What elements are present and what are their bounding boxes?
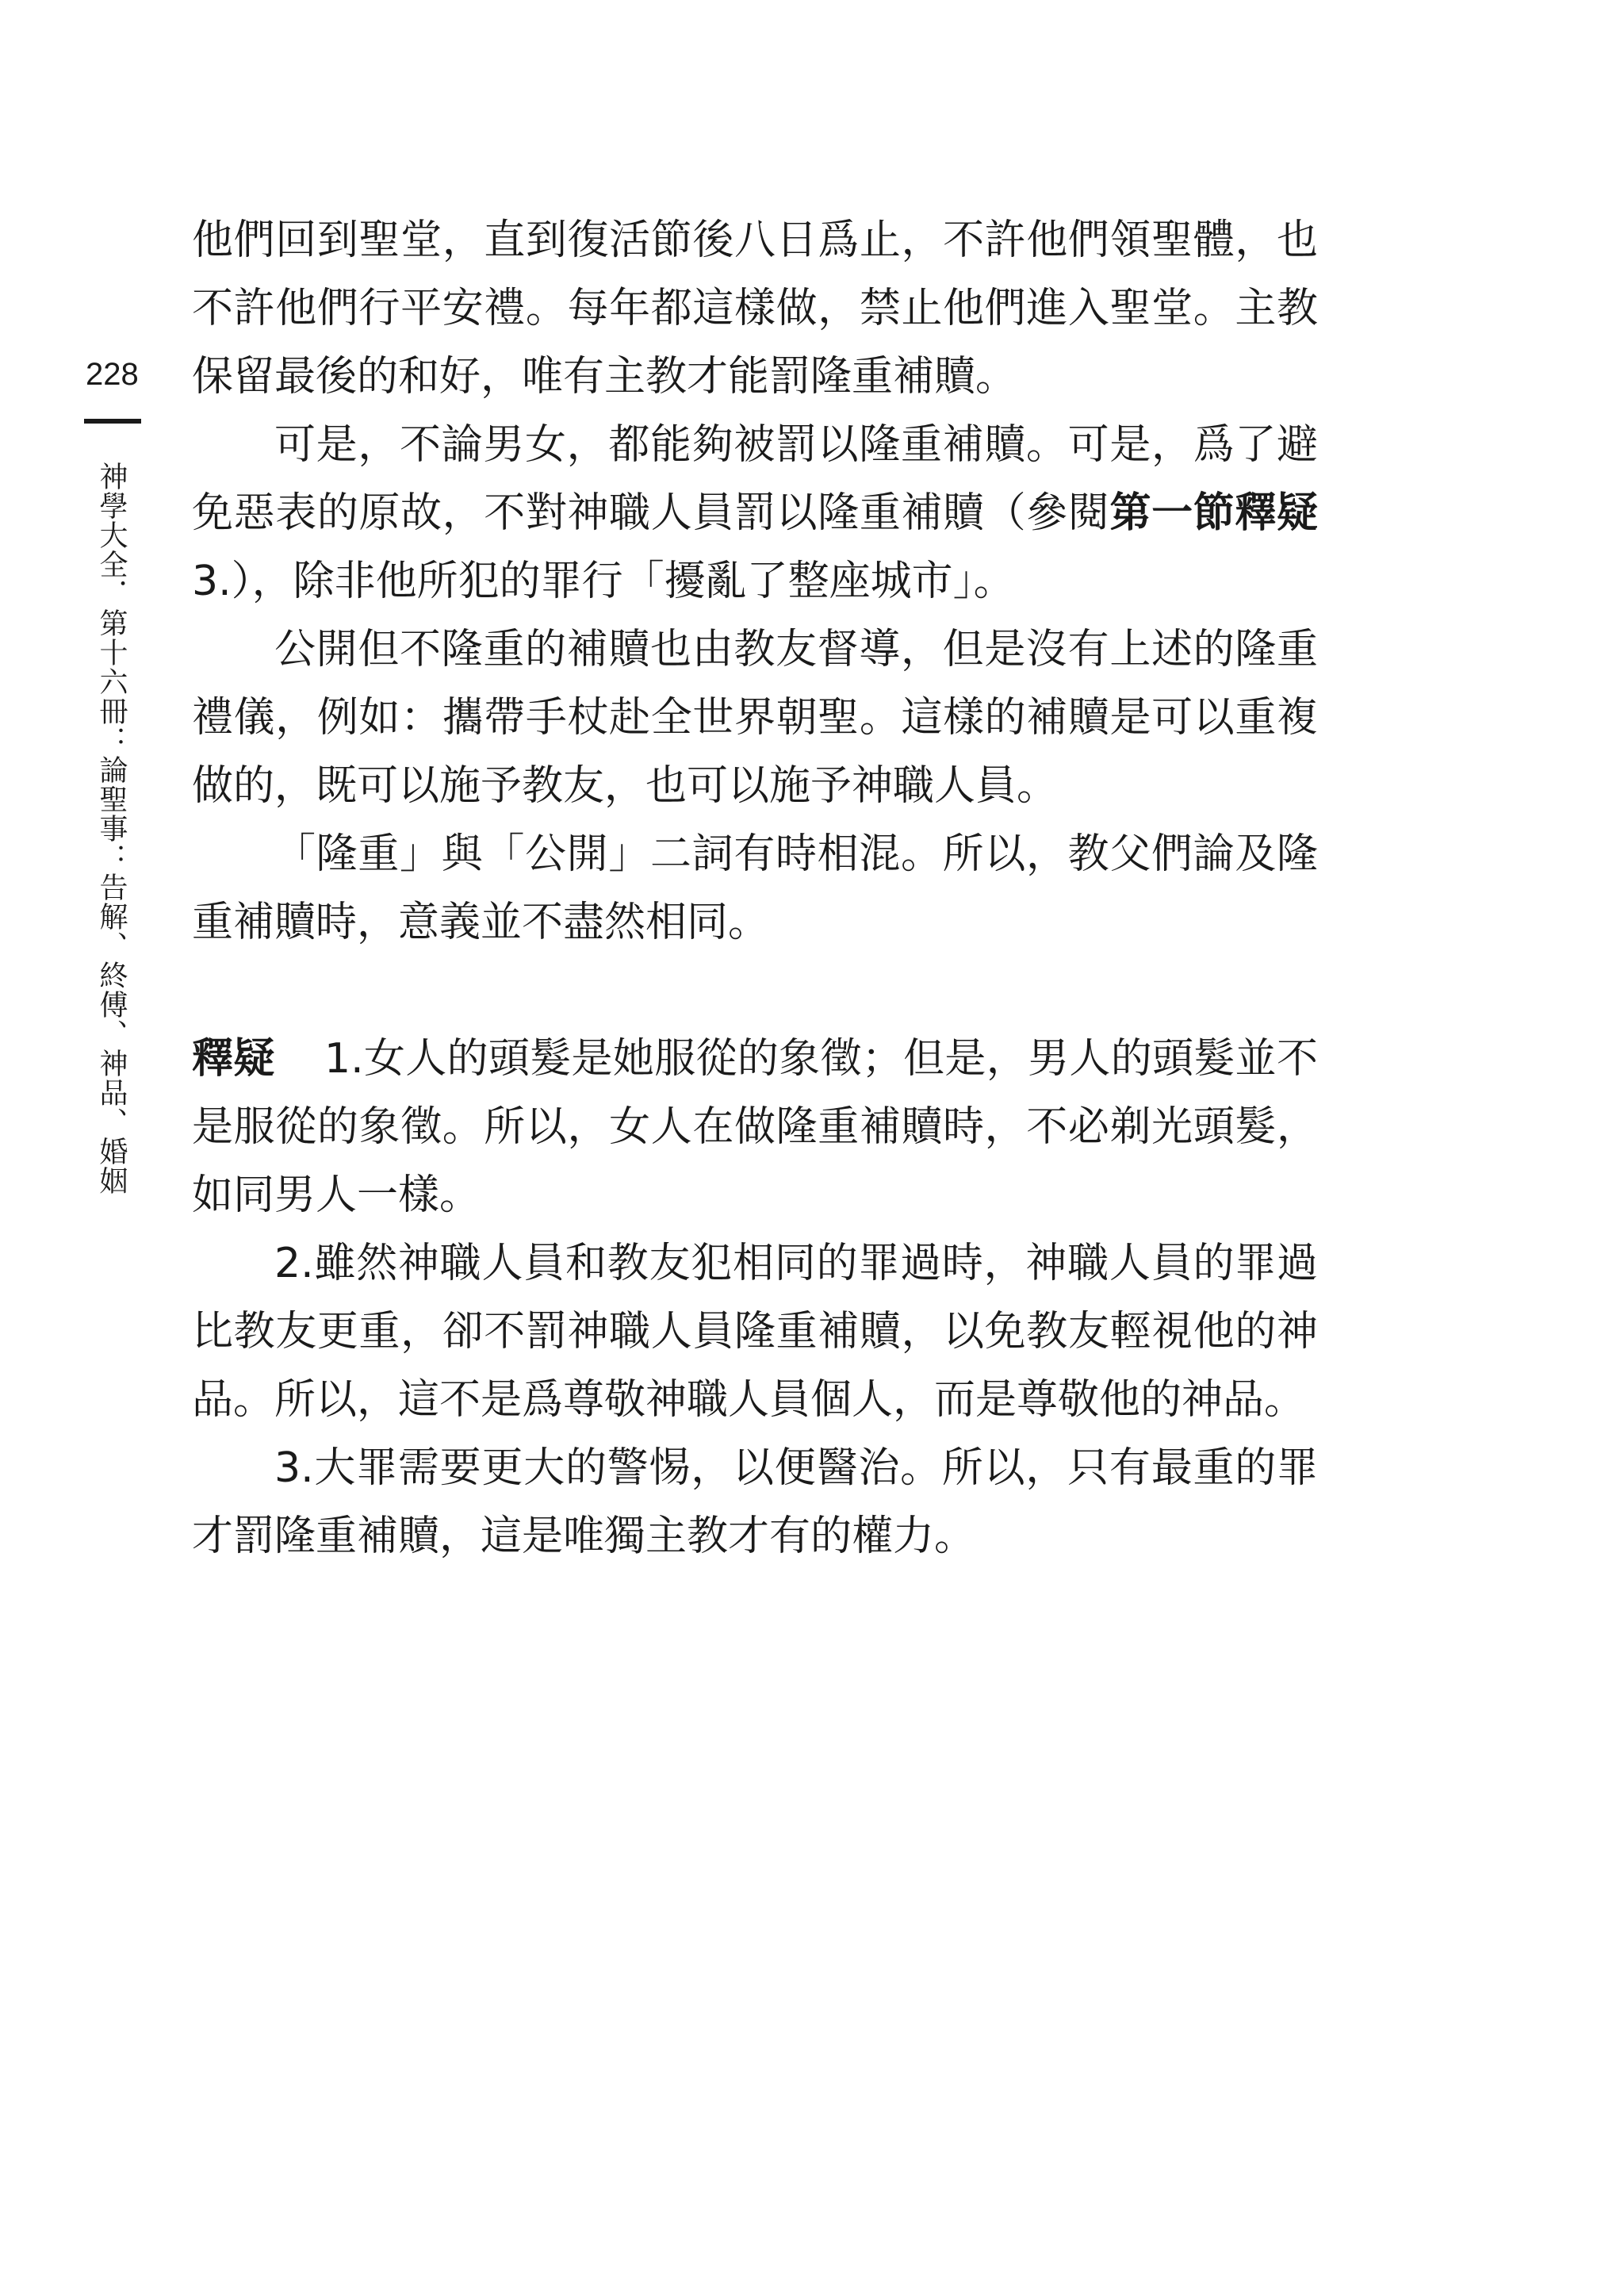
paragraph-2 (192, 411, 1318, 615)
paragraph-1: 他們回到聖堂，直到復活節後八日爲止，不許他們領聖體，也不許他們行平安禮。每年都這樣做，禁止他們進入聖堂。主教保留最後的和好，唯有主教才能罰隆重補贖。 (192, 217, 1318, 401)
page-number: 228 (86, 357, 139, 392)
section-spacer (192, 957, 1318, 1025)
header-rule (84, 419, 141, 424)
reply-1 (192, 1025, 1318, 1229)
reply-label: 釋疑 (192, 1035, 275, 1083)
body-text (192, 206, 1318, 1570)
paragraph-2-text: 可是，不論男女，都能夠被罰以隆重補贖。可是，爲了避免惡表的原故，不對神職人員罰以隆重補贖（參閱 (192, 421, 1318, 537)
reply-3: 3.大罪需要更大的警惕，以便醫治。所以，只有最重的罪才罰隆重補贖，這是唯獨主教才有的權力。 (192, 1444, 1318, 1560)
paragraph-3: 公開但不隆重的補贖也由教友督導，但是沒有上述的隆重禮儀，例如：攜帶手杖赴全世界朝聖。這樣的補贖是可以重複做的，既可以施予教友，也可以施予神職人員。 (192, 626, 1318, 810)
cross-reference: 第一節釋疑 (1109, 489, 1318, 537)
reply-1-text: 1.女人的頭髮是她服從的象徵；但是，男人的頭髮並不是服從的象徵。所以，女人在做隆重補贖時，不必剃光頭髮，如同男人一樣。 (192, 1035, 1318, 1219)
paragraph-4: 「隆重」與「公開」二詞有時相混。所以，教父們論及隆重補贖時，意義並不盡然相同。 (192, 830, 1318, 946)
reply-2: 2.雖然神職人員和教友犯相同的罪過時，神職人員的罪過比教友更重，卻不罰神職人員隆重補贖，以免教友輕視他的神品。所以，這不是爲尊敬神職人員個人，而是尊敬他的神品。 (192, 1240, 1318, 1424)
running-title: 神學大全．第十六冊：論聖事：告解、終傅、神品、婚姻 (95, 462, 128, 1195)
paragraph-2-text-end: 3.），除非他所犯的罪行「擾亂了整座城市」。 (192, 558, 1015, 605)
